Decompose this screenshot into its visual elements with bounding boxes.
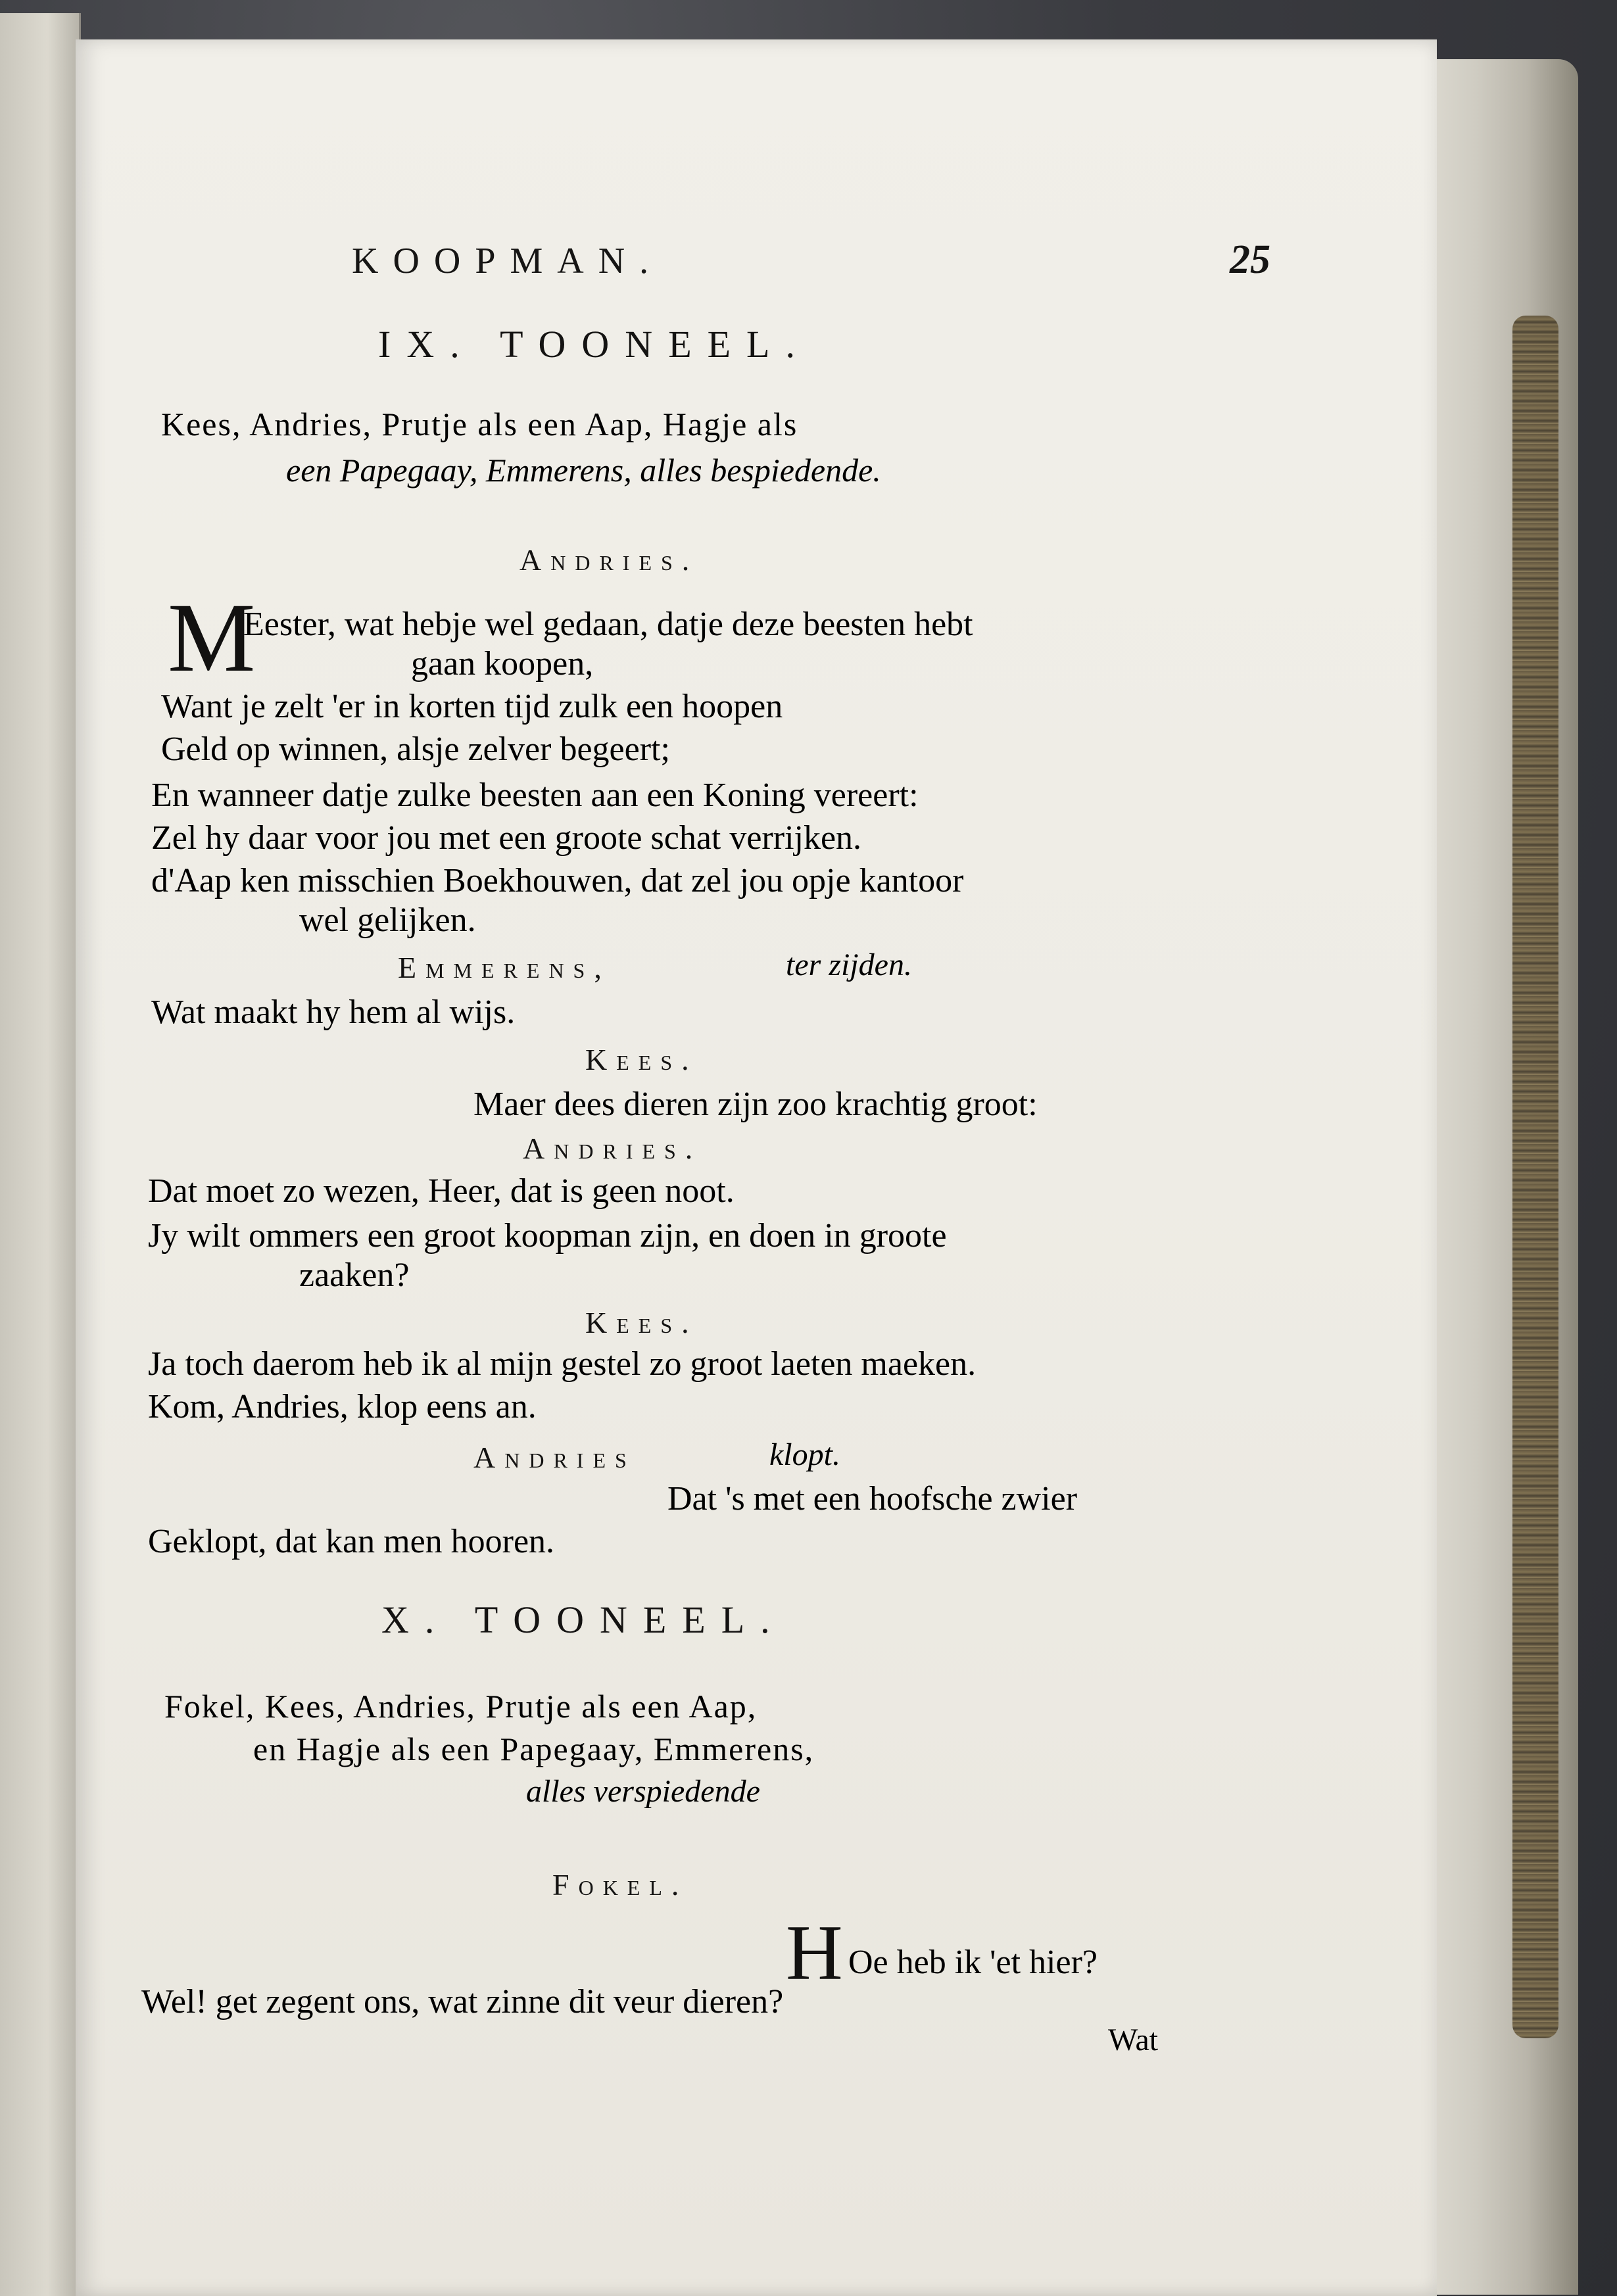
verse-line: Maer dees dieren zijn zoo krachtig groot: — [473, 1086, 1038, 1123]
book-edge-speckle — [1512, 316, 1558, 2038]
drop-cap: M — [168, 583, 256, 692]
verse-line: En wanneer datje zulke beesten aan een Koning vereert: — [151, 777, 919, 814]
verse-line: Geld op winnen, alsje zelver begeert; — [161, 730, 670, 768]
verse-line: Jy wilt ommers een groot koopman zijn, en doen in groote — [148, 1217, 947, 1255]
verse-line: zaaken? — [299, 1256, 410, 1294]
verse-line: Eester, wat hebje wel gedaan, datje deze beesten hebt — [243, 606, 973, 643]
scene-ix-cast-line1: Kees, Andries, Prutje als een Aap, Hagje als — [161, 406, 798, 442]
speaker-label: Fokel. — [552, 1868, 688, 1901]
scene-x-cast-line1: Fokel, Kees, Andries, Prutje als een Aap, — [164, 1688, 758, 1725]
verse-line: Geklopt, dat kan men hooren. — [148, 1523, 555, 1560]
speaker-label: Emmerens, — [398, 951, 611, 984]
book-page — [76, 39, 1437, 2296]
stage-direction: ter zijden. — [786, 947, 912, 982]
scene-x-title: X. TOONEEL. — [381, 1598, 786, 1641]
scene-ix-title: IX. TOONEEL. — [378, 323, 811, 366]
verse-line: Want je zelt 'er in korten tijd zulk een hoopen — [161, 688, 783, 725]
verse-line: Wat maakt hy hem al wijs. — [151, 993, 516, 1031]
speaker-label: Andries — [473, 1441, 636, 1474]
verse-line: Dat 's met een hoofsche zwier — [667, 1480, 1078, 1518]
scene-x-cast-line2: en Hagje als een Papegaay, Emmerens, — [253, 1731, 815, 1767]
verse-line: d'Aap ken misschien Boekhouwen, dat zel jou opje kantoor — [151, 862, 964, 899]
page-number: 25 — [1230, 237, 1270, 282]
stage-direction: klopt. — [769, 1437, 840, 1472]
speaker-label: Andries. — [519, 543, 699, 577]
running-head: KOOPMAN. — [352, 241, 664, 281]
verse-line: Wel! get zegent ons, wat zinne dit veur dieren? — [141, 1983, 784, 2021]
facing-page-edge — [0, 13, 81, 2296]
speaker-label: Kees. — [585, 1043, 698, 1076]
catchword: Wat — [1108, 2022, 1159, 2057]
verse-line: Kom, Andries, klop eens an. — [148, 1388, 537, 1425]
scene-ix-cast-line2: een Papegaay, Emmerens, alles bespiedende. — [286, 452, 881, 489]
drop-cap: H — [786, 1909, 843, 1996]
verse-line: wel gelijken. — [299, 901, 476, 939]
speaker-label: Andries. — [523, 1132, 702, 1165]
scene-x-cast-line3: alles verspiedende — [526, 1774, 760, 1809]
verse-line: Oe heb ik 'et hier? — [848, 1944, 1098, 1981]
verse-line: Dat moet zo wezen, Heer, dat is geen noot. — [148, 1172, 735, 1210]
verse-line: Ja toch daerom heb ik al mijn gestel zo groot laeten maeken. — [148, 1345, 977, 1383]
verse-line: gaan koopen, — [411, 645, 594, 682]
speaker-label: Kees. — [585, 1306, 698, 1339]
verse-line: Zel hy daar voor jou met een groote schat verrijken. — [151, 819, 862, 857]
